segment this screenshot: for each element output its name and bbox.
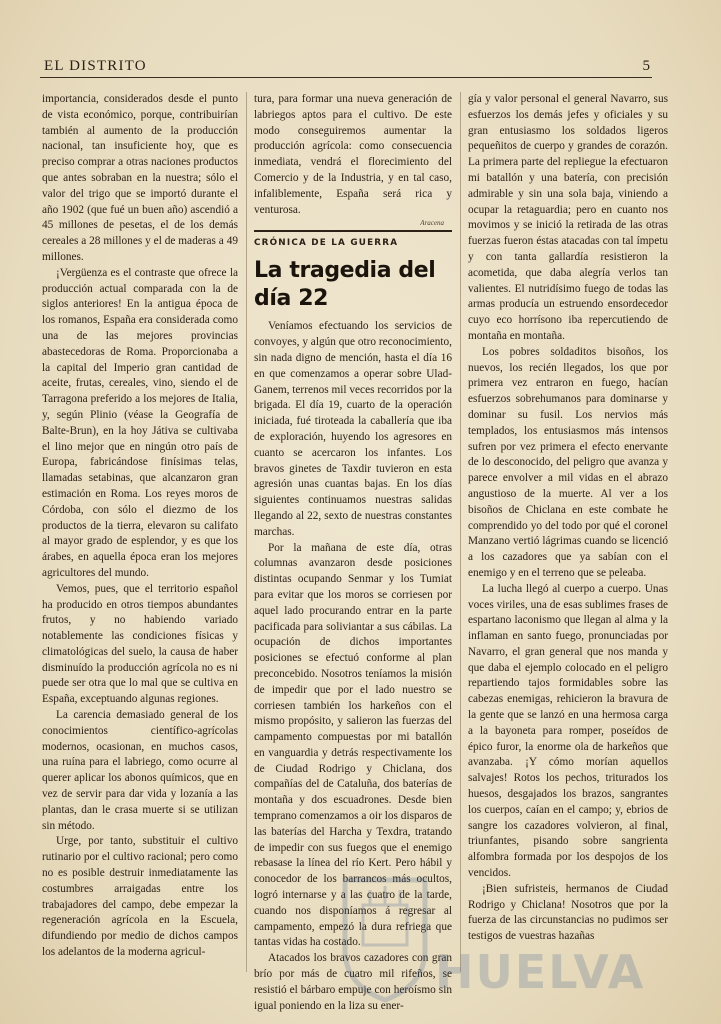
paragraph: Vemos, pues, que el territorio español ha producido en otros tiempos abundantes frutos, y no habiendo variado notablemente las condiciones físicas y climatológicas del suelo, la causa de haber disminuído la producción agrícola no es ni puede ser otra que lo mal que se cultiva en España, exceptuando algunas regiones.	[42, 582, 238, 706]
running-head	[40, 58, 652, 78]
paragraph: Atacados los bravos cazadores con gran brío por más de cuatro mil rifeños, se resistió el bárbaro empuje con heroísmo sin igual poniendo en la liza su ener-	[254, 952, 452, 1012]
article-headline: La tragedia del día 22	[254, 258, 436, 312]
paragraph: Por la mañana de este día, otras columnas avanzaron desde posiciones distintas ocupando Senmar y los Tumiat para evitar que los moros se corriesen por aquel lado procurando entrar en la parte pacificada para soliviantar a sus cábilas. La ocupación de dichos importantes posiciones se efectuó conforme al plan preconcebido. Nosotros teníamos la misión de impedir que por el lado nuestro se corriesen también los harkeños con el mismo propósito, y salieron las fuerzas del campamento compuestas por mi batallón en vanguardia y detrás respectivamente los de Ciudad Rodrigo y Chiclana, dos compañías del de Cataluña, dos baterías de montaña y dos escuadrones. Desde bien temprano comenzamos a oir los disparos de las baterías del Harcha y Texdra, tratando de impedir con sus fuegos que el enemigo rebasase la línea del río Kert. Pero hábil y conocedor de los barrancos más ocultos, logró internarse y a las cuatro de la tarde, cuando nos disponíamos á regresar al campamento, empezó la dura refriega que tantas vidas ha costado.	[254, 541, 452, 949]
column-divider	[460, 92, 461, 972]
paragraph: tura, para formar una nueva generación de labriegos aptos para el cultivo. De este modo conseguiremos aumentar la producción agrícola: como consecuencia inmediata, vendrá el florecimiento del Comercio y de la Industria, y en tal caso, infaliblemente, España será rica y venturosa.	[254, 93, 452, 216]
paragraph: La carencia demasiado general de los conocimientos científico-agrícolas modernos, ocasionan, en muchos casos, una ruína para el labriego, como ocurre al querer aplicar los abonos químicos, que en vez de servir para dar vida y lozanía a las plantas, dan le crasa muerte si se utilizan sin método.	[42, 709, 238, 832]
author-signature: Aracena	[420, 219, 444, 228]
paragraph: ¡Bien sufristeis, hermanos de Ciudad Rodrigo y Chiclana! Nosotros que por la fuerza de las circunstancias no pudimos ser testigos de vuestras hazañas	[468, 882, 668, 943]
column-3	[468, 92, 668, 945]
column-1	[42, 92, 238, 961]
column-divider	[246, 92, 247, 972]
paragraph: gía y valor personal el general Navarro, sus esfuerzos los demás jefes y oficiales y su gran entusiasmo los soldados ligeros pequeñitos de cuerpo y grandes de corazón. La primera parte del repliegue la efectuaron mi batallón y una batería, con precisión admirable y sin una sola baja, viniendo a ocupar la retaguardia; pero en cuanto nos movimos y se inició la retirada de las otras fuerzas fueron éstas atacadas con tal ímpetu y con tanta gallardía resistieron la acometida, que daba alegría verlos tan valientes. El nutridísimo fuego de todas las armas producía un estruendo ensordecedor cuyo eco horrísono iba repercutiendo de montaña en montaña.	[468, 93, 668, 342]
newspaper-title: EL DISTRITO	[44, 58, 147, 74]
section-divider	[254, 230, 452, 232]
paragraph: importancia, considerados desde el punto de vista económico, porque, contribuirían también al aumento de la producción nacional, tan insuficiente hoy, que es preciso comprar a otras naciones productos que antes sobraban en la nuestra; sólo el valor del trigo que se importó durante el año 1902 (que fué un buen año) ascendió a 45 millones de pesetas, el de los demás cereales a 28 millones y el de maderas a 49 millones.	[42, 93, 238, 263]
paragraph: Urge, por tanto, substituir el cultivo rutinario por el cultivo racional; pero como no es posible destruir inmediatamente las costumbres arraigadas entre los trabajadores del campo, debe empezar la regeneración agrícola en la Escuela, difundiendo por medio de dichos campos los adelantos de la moderna agricul-	[42, 835, 238, 959]
column-2	[254, 92, 452, 1014]
section-label: CRÓNICA DE LA GUERRA	[254, 238, 399, 249]
paragraph: Veníamos efectuando los servicios de convoyes, y algún que otro reconocimiento, sin nada digno de mención, hasta el día 16 en que comenzamos a operar sobre Ulad-Ganem, terrenos mil veces recorridos por la brigada. El día 19, cuarto de la operación iniciada, fué tiroteada la caballería que iba de exploración, huyendo los agresores en cuanto se acercaron los infantes. Los bravos ginetes de Taxdir tuvieron en esta agresión unas cuantas bajas. En los días siguientes continuamos nuestras salidas llegando al 22, sexto de nuestras constantes marchas.	[254, 320, 452, 538]
paragraph: La lucha llegó al cuerpo a cuerpo. Unas voces viriles, una de esas sublimes frases de espartano laconismo que llegan al alma y la inflaman en santo fuego, pronunciadas por Navarro, el gran general que nos manda y que daba el ejemplo colocado en el peligro repartiendo tajos formidables sobre las cabezas enemigas, rehicieron la bravura de la gente que se lanzó en una hermosa carga a la bayoneta para romper, poseídos de épico furor, la enorme ola de harkeños que avanzaba. ¡Y cómo morían aquellos salvajes! Rotos los pechos, triturados los huesos, desgajados los brazos, sangrantes los cuerpos, caían en el campo; y, ebrios de sangre los cazadores volvieron, al final, triunfantes, pisando sobre sangrienta alfombra formada por los despojos de los vencidos.	[468, 582, 668, 880]
paragraph: Los pobres soldaditos bisoños, los nuevos, los recién llegados, los que por primera vez entraron en fuego, hacían esfuerzos sobrehumanos para dominarse y dominar su fusil. Los nervios más templados, los entusiasmos más intensos sufren por vez primera el efecto enervante de lo desconocido, del peligro que avanza y parece envolver a mil vidas en el abrazo angustioso de la muerte. Al ver a los bisoños de Chiclana en este combate he comprendido yo del todo por qué el coronel Manzano vertió lágrimas cuando se licenció a los cazadores que ya sabían con el enemigo y en el terreno que se peleaba.	[468, 345, 668, 579]
page-number: 5	[642, 58, 650, 74]
paragraph: ¡Vergüenza es el contraste que ofrece la producción actual comparada con la de siglos anteriores! En la antigua época de los romanos, España era considerada como una de las mejores provincias abastecedoras de Roma. Proporcionaba a la capital del Imperio gran cantidad de aceite, frutas, cereales, vino, siendo el de Tarragona preferido a los mejores de Italia, y, según Plinio (véase la Geografía de Balte-Brun), en la hoy Játiva se cultivaba el lino mejor que en ningún otro país de Europa, fabricándose finísimas telas, llamadas setabinas, que alcanzaron gran estimación en Roma. Los reyes moros de Córdoba, con sólo el diezmo de los productos de la tierra, elevaron su califato al mayor grado de esplendor, y es que los árabes, en aquella época eran los mejores agricultores del mundo.	[42, 266, 238, 579]
watermark-text: HUELVA	[435, 945, 645, 999]
